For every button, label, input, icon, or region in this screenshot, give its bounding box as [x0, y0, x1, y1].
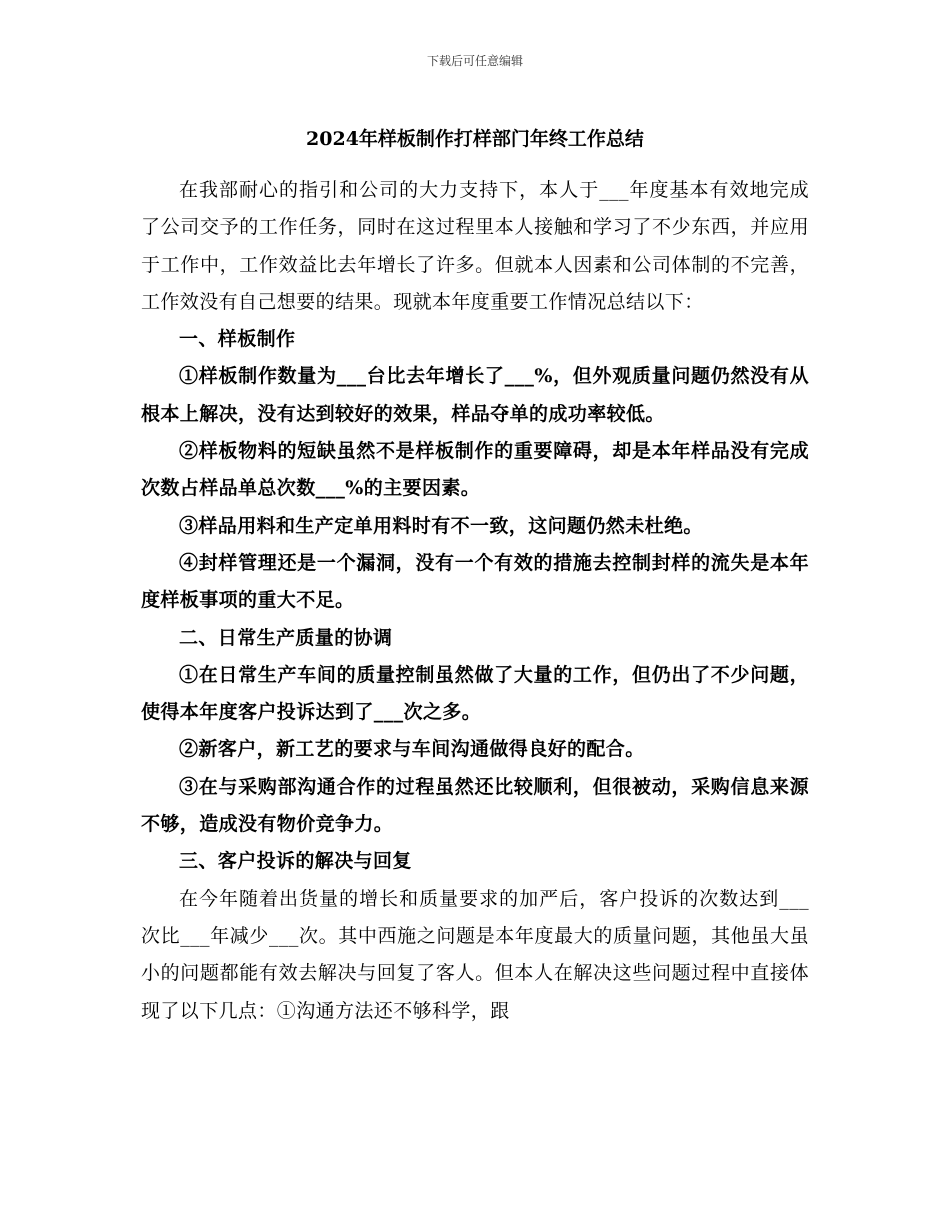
document-title: 2024年样板制作打样部门年终工作总结 — [306, 128, 644, 150]
section-heading-1: 一、样板制作 — [179, 328, 296, 351]
list-item-1-2: ②样板物料的短缺虽然不是样板制作的重要障碍，却是本年样品没有完成次数占样品单总次数___%的主要因素。 — [141, 440, 809, 500]
paragraph-intro: 在我部耐心的指引和公司的大力支持下，本人于___年度基本有效地完成了公司交予的工作任务，同时在这过程里本人接触和学习了不少东西，并应用于工作中，工作效益比去年增长了许多。但就本人因素和公司体制的不完善，工作效没有自己想要的结果。现就本年度重要工作情况总结以下： — [141, 179, 809, 313]
paragraph-complaints: 在今年随着出货量的增长和质量要求的加严后，客户投诉的次数达到___次比___年减少___次。其中西施之问题是本年度最大的质量问题，其他虽大虽小的问题都能有效去解决与回复了客人。但本人在解决这些问题过程中直接体现了以下几点：①沟通方法还不够科学，跟 — [141, 887, 809, 1022]
list-item-1-1: ①样板制作数量为___台比去年增长了___%，但外观质量问题仍然没有从根本上解决，没有达到较好的效果，样品夺单的成功率较低。 — [141, 365, 809, 425]
page-header: 下载后可任意编辑 — [426, 54, 523, 68]
list-item-2-3: ③在与采购部沟通合作的过程虽然还比较顺利，但很被动，采购信息来源不够，造成没有物价竞争力。 — [141, 775, 809, 836]
list-item-2-1: ①在日常生产车间的质量控制虽然做了大量的工作，但仍出了不少问题，使得本年度客户投诉达到了___次之多。 — [141, 663, 809, 724]
document-body — [141, 172, 809, 1030]
list-item-1-4: ④封样管理还是一个漏洞，没有一个有效的措施去控制封样的流失是本年度样板事项的重大不足。 — [141, 551, 809, 612]
list-item-2-2: ②新客户，新工艺的要求与车间沟通做得良好的配合。 — [179, 738, 645, 761]
list-item-1-3: ③样品用料和生产定单用料时有不一致，这问题仍然未杜绝。 — [179, 514, 703, 537]
section-heading-3: 三、客户投诉的解决与回复 — [179, 850, 412, 873]
section-heading-2: 二、日常生产质量的协调 — [179, 626, 393, 649]
